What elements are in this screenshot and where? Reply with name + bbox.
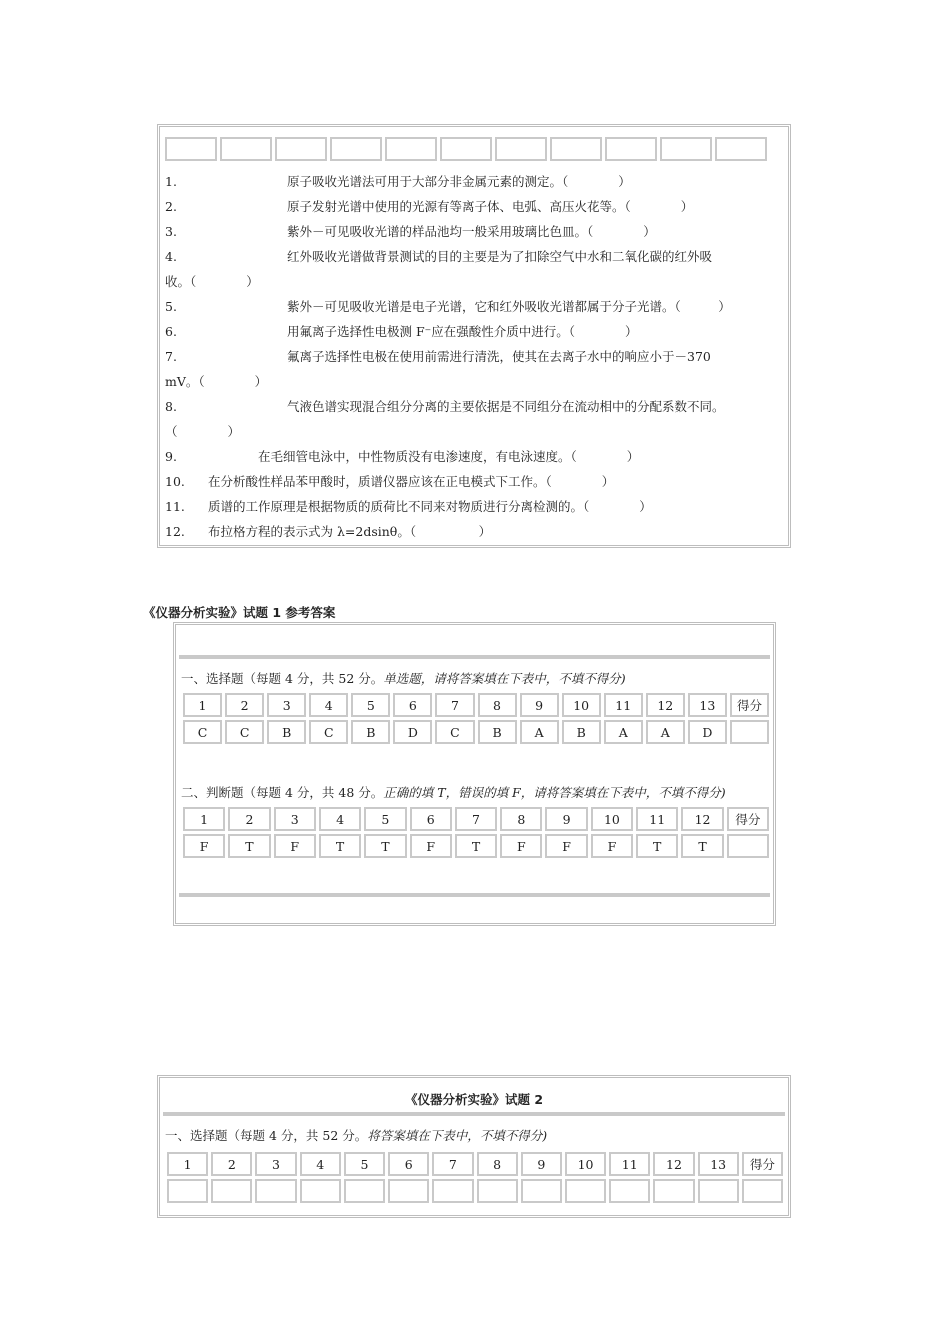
table-header-cell: 10 bbox=[591, 807, 633, 831]
blank-answer-cell[interactable] bbox=[609, 1179, 650, 1203]
judge-answer-table bbox=[183, 807, 769, 858]
header-cell bbox=[550, 137, 602, 161]
table-header-cell: 11 bbox=[604, 693, 643, 717]
header-cell bbox=[220, 137, 272, 161]
question-number: 7. bbox=[165, 349, 177, 364]
table-header-cell: 12 bbox=[646, 693, 685, 717]
blank-answer-cell[interactable] bbox=[211, 1179, 252, 1203]
table-header-cell: 2 bbox=[211, 1152, 252, 1176]
table-header-cell: 5 bbox=[364, 807, 406, 831]
answer-cell bbox=[727, 834, 769, 858]
exam2-heading: 《仪器分析实验》试题 2 bbox=[404, 1092, 544, 1107]
choice-answer-table bbox=[183, 693, 769, 744]
question-number: 4. bbox=[165, 249, 177, 264]
answer-cell: C bbox=[183, 720, 222, 744]
header-cell bbox=[275, 137, 327, 161]
question-text-continued: mV。（ ） bbox=[165, 374, 268, 389]
answer-cell: T bbox=[319, 834, 361, 858]
blank-answer-cell[interactable] bbox=[300, 1179, 341, 1203]
table-header-cell: 13 bbox=[698, 1152, 739, 1176]
answer-cell: B bbox=[562, 720, 601, 744]
table-header-cell: 得分 bbox=[742, 1152, 783, 1176]
answer-key-heading: 《仪器分析实验》试题 1 参考答案 bbox=[143, 605, 336, 620]
exam2-choice-title: 一、选择题（每题 4 分，共 52 分。将答案填在下表中，不填不得分) bbox=[165, 1128, 548, 1143]
header-cell bbox=[440, 137, 492, 161]
choice-section-title: 一、选择题（每题 4 分，共 52 分。单选题，请将答案填在下表中，不填不得分) bbox=[181, 671, 626, 686]
question-text: 红外吸收光谱做背景测试的目的主要是为了扣除空气中水和二氧化碳的红外吸 bbox=[287, 249, 713, 264]
header-cell bbox=[165, 137, 217, 161]
table-header-cell: 4 bbox=[300, 1152, 341, 1176]
question-number: 1. bbox=[165, 174, 177, 189]
question-text-continued: 收。（ ） bbox=[165, 274, 259, 289]
answer-cell: F bbox=[274, 834, 316, 858]
question-number: 10. bbox=[165, 474, 185, 489]
table-header-cell: 1 bbox=[183, 693, 222, 717]
table-header-cell: 3 bbox=[255, 1152, 296, 1176]
answer-cell: C bbox=[435, 720, 474, 744]
answer-cell: T bbox=[364, 834, 406, 858]
answer-cell: D bbox=[688, 720, 727, 744]
divider bbox=[163, 1112, 785, 1116]
answer-cell: B bbox=[351, 720, 390, 744]
question-number: 5. bbox=[165, 299, 177, 314]
empty-header-row bbox=[165, 137, 767, 161]
answer-cell: T bbox=[636, 834, 678, 858]
table-header-cell: 7 bbox=[455, 807, 497, 831]
blank-answer-cell[interactable] bbox=[388, 1179, 429, 1203]
question-text: 质谱的工作原理是根据物质的质荷比不同来对物质进行分离检测的。（ ） bbox=[208, 499, 652, 514]
question-text: 布拉格方程的表示式为 λ=2dsinθ。（ ） bbox=[208, 524, 492, 539]
table-header-cell: 7 bbox=[432, 1152, 473, 1176]
question-number: 9. bbox=[165, 449, 177, 464]
answer-cell: A bbox=[520, 720, 559, 744]
answer-cell: B bbox=[267, 720, 306, 744]
table-header-cell: 12 bbox=[653, 1152, 694, 1176]
answer-cell: F bbox=[591, 834, 633, 858]
blank-answer-cell[interactable] bbox=[521, 1179, 562, 1203]
table-header-cell: 得分 bbox=[730, 693, 769, 717]
judge-section-title: 二、判断题（每题 4 分，共 48 分。正确的填 T，错误的填 F，请将答案填在下表中，不填不得分) bbox=[181, 785, 726, 800]
blank-answer-cell[interactable] bbox=[344, 1179, 385, 1203]
question-number: 3. bbox=[165, 224, 177, 239]
table-header-cell: 8 bbox=[478, 693, 517, 717]
exam2-choice-table bbox=[167, 1152, 783, 1203]
divider bbox=[179, 655, 770, 659]
header-cell bbox=[660, 137, 712, 161]
blank-answer-cell[interactable] bbox=[565, 1179, 606, 1203]
table-header-cell: 3 bbox=[267, 693, 306, 717]
table-header-cell: 8 bbox=[477, 1152, 518, 1176]
answer-cell: F bbox=[500, 834, 542, 858]
answer-cell: F bbox=[183, 834, 225, 858]
answer-cell: D bbox=[393, 720, 432, 744]
header-cell bbox=[605, 137, 657, 161]
table-header-cell: 10 bbox=[565, 1152, 606, 1176]
blank-answer-cell[interactable] bbox=[698, 1179, 739, 1203]
blank-answer-cell[interactable] bbox=[167, 1179, 208, 1203]
answer-cell: C bbox=[225, 720, 264, 744]
table-header-cell: 6 bbox=[388, 1152, 429, 1176]
table-header-cell: 6 bbox=[393, 693, 432, 717]
question-text: 氟离子选择性电极在使用前需进行清洗，使其在去离子水中的响应小于－370 bbox=[287, 349, 711, 364]
table-header-cell: 9 bbox=[520, 693, 559, 717]
table-header-cell: 10 bbox=[562, 693, 601, 717]
answer-cell: T bbox=[228, 834, 270, 858]
table-header-cell: 5 bbox=[351, 693, 390, 717]
table-header-cell: 7 bbox=[435, 693, 474, 717]
table-header-cell: 12 bbox=[681, 807, 723, 831]
header-cell bbox=[385, 137, 437, 161]
table-header-cell: 9 bbox=[545, 807, 587, 831]
table-header-cell: 2 bbox=[225, 693, 264, 717]
table-header-cell: 3 bbox=[274, 807, 316, 831]
answer-cell: F bbox=[545, 834, 587, 858]
question-text: 在分析酸性样品苯甲酸时，质谱仪器应该在正电模式下工作。（ ） bbox=[208, 474, 615, 489]
table-header-cell: 13 bbox=[688, 693, 727, 717]
answer-cell: F bbox=[410, 834, 452, 858]
blank-answer-cell[interactable] bbox=[477, 1179, 518, 1203]
question-text: 紫外－可见吸收光谱的样品池均一般采用玻璃比色皿。（ ） bbox=[287, 224, 656, 239]
answer-cell: C bbox=[309, 720, 348, 744]
judgement-questions-frame bbox=[157, 124, 791, 548]
question-number: 2. bbox=[165, 199, 177, 214]
table-header-cell: 11 bbox=[636, 807, 678, 831]
answer-cell: T bbox=[455, 834, 497, 858]
header-cell bbox=[715, 137, 767, 161]
question-number: 12. bbox=[165, 524, 185, 539]
table-header-cell: 1 bbox=[167, 1152, 208, 1176]
header-cell bbox=[330, 137, 382, 161]
question-text: 用氟离子选择性电极测 F⁻应在强酸性介质中进行。（ ） bbox=[287, 324, 638, 339]
table-header-cell: 5 bbox=[344, 1152, 385, 1176]
question-text: 在毛细管电泳中，中性物质没有电渗速度，有电泳速度。（ ） bbox=[258, 449, 640, 464]
answer-cell bbox=[730, 720, 769, 744]
answer-cell: T bbox=[681, 834, 723, 858]
question-text-continued: （ ） bbox=[165, 424, 241, 439]
answer-cell: B bbox=[478, 720, 517, 744]
exam2-frame bbox=[157, 1075, 791, 1218]
divider bbox=[179, 893, 770, 897]
blank-answer-cell[interactable] bbox=[742, 1179, 783, 1203]
header-cell bbox=[495, 137, 547, 161]
answer-cell: A bbox=[604, 720, 643, 744]
table-header-cell: 1 bbox=[183, 807, 225, 831]
answer-cell: A bbox=[646, 720, 685, 744]
blank-answer-cell[interactable] bbox=[432, 1179, 473, 1203]
question-number: 8. bbox=[165, 399, 177, 414]
table-header-cell: 11 bbox=[609, 1152, 650, 1176]
blank-answer-cell[interactable] bbox=[653, 1179, 694, 1203]
table-header-cell: 8 bbox=[500, 807, 542, 831]
table-header-cell: 得分 bbox=[727, 807, 769, 831]
question-text: 原子发射光谱中使用的光源有等离子体、电弧、高压火花等。（ ） bbox=[287, 199, 694, 214]
table-header-cell: 6 bbox=[410, 807, 452, 831]
table-header-cell: 2 bbox=[228, 807, 270, 831]
question-text: 气液色谱实现混合组分分离的主要依据是不同组分在流动相中的分配系数不同。 bbox=[287, 399, 725, 414]
table-header-cell: 4 bbox=[309, 693, 348, 717]
question-text: 紫外－可见吸收光谱是电子光谱，它和红外吸收光谱都属于分子光谱。（ ） bbox=[287, 299, 731, 314]
question-number: 6. bbox=[165, 324, 177, 339]
table-header-cell: 9 bbox=[521, 1152, 562, 1176]
answer-key-frame bbox=[173, 622, 776, 926]
table-header-cell: 4 bbox=[319, 807, 361, 831]
blank-answer-cell[interactable] bbox=[255, 1179, 296, 1203]
question-number: 11. bbox=[165, 499, 185, 514]
question-text: 原子吸收光谱法可用于大部分非金属元素的测定。（ ） bbox=[287, 174, 631, 189]
